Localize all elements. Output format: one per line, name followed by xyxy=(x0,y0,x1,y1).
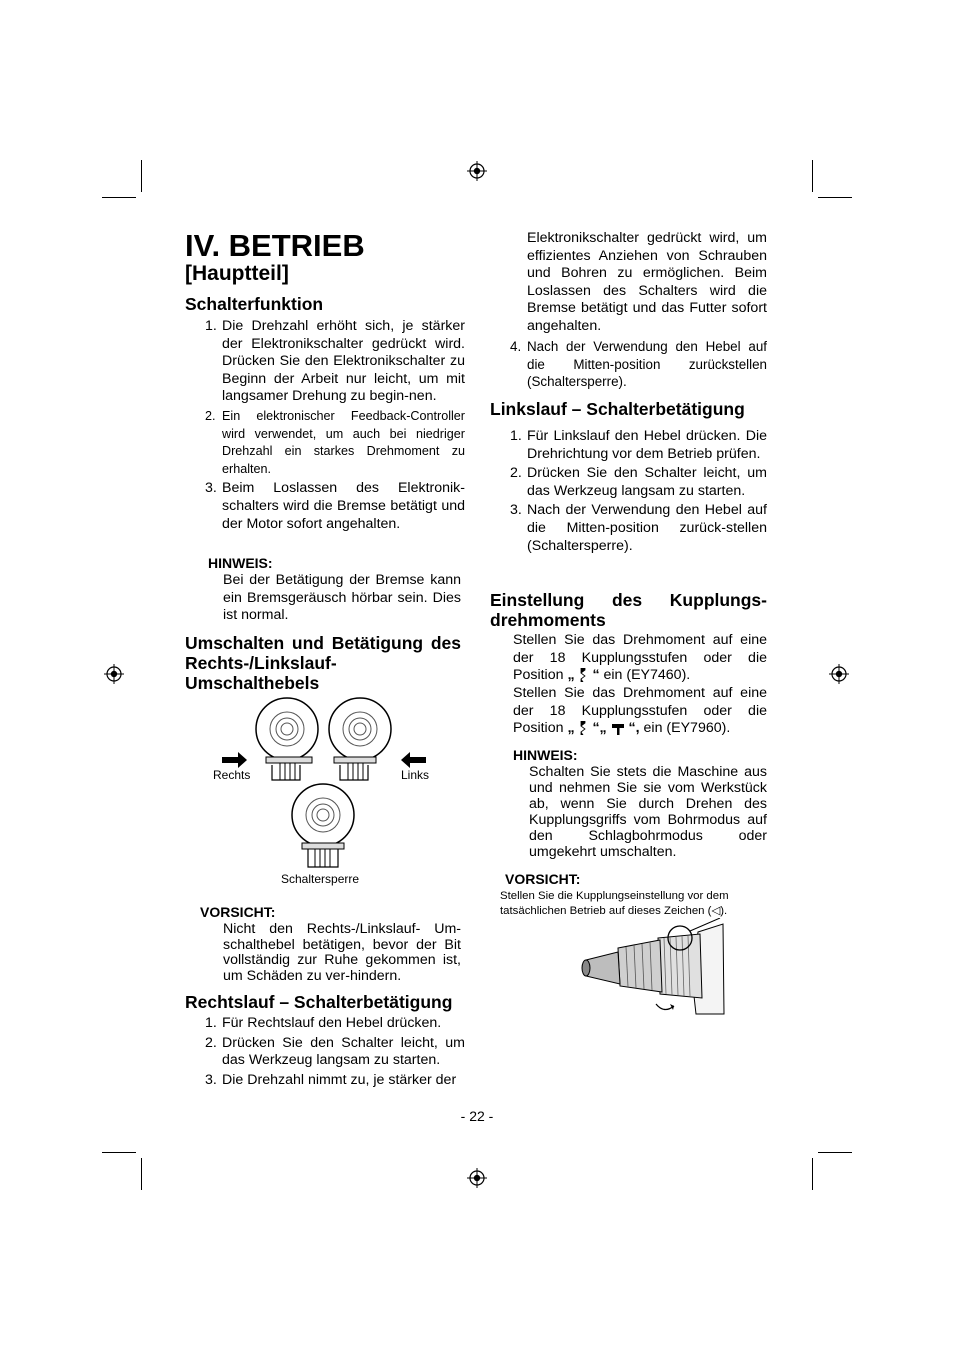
continued-text: Elektronikschalter gedrückt wird, um effizientes Anziehen von Schrauben und Bohren zu ermöglichen. Beim Loslassen des Schalters wird die Bremse betätigt und das Futter sofort angehalten. xyxy=(527,230,767,334)
page-title: IV. BETRIEB xyxy=(185,228,365,263)
arrow-right-icon xyxy=(222,752,247,768)
caution-heading: VORSICHT: xyxy=(200,904,276,920)
clutch-paragraph-1: Stellen Sie das Drehmoment auf eine der 18 Kupplungsstufen oder die Position „ “ ein (EY7460). xyxy=(513,632,767,684)
registration-mark-icon xyxy=(467,161,487,181)
switch-function-list xyxy=(185,318,465,535)
drill-clutch-illustration xyxy=(578,918,726,1018)
drill-reverse-illustration xyxy=(329,698,391,780)
section-heading-reverse-lever: Umschalten und Betätigung des Rechts-/Linkslauf-Umschalthebels xyxy=(185,633,461,693)
forward-list xyxy=(185,1015,465,1091)
registration-mark-icon xyxy=(467,1168,487,1188)
clutch-paragraph-2: Stellen Sie das Drehmoment auf eine der 18 Kupplungsstufen oder die Position „ “„ “, ein (EY7960). xyxy=(513,685,767,737)
page-subtitle: [Hauptteil] xyxy=(185,262,289,285)
list-item: 2. Drücken Sie den Schalter leicht, um das Werkzeug langsam zu starten. xyxy=(510,465,767,499)
list-item: 3. Die Drehzahl nimmt zu, je stärker der xyxy=(205,1071,457,1088)
drill-mode-icon xyxy=(578,721,588,735)
lever-positions-figure xyxy=(200,695,440,870)
arrow-left-icon xyxy=(401,752,426,768)
page-number: - 22 - xyxy=(460,1108,494,1124)
list-item: 3. Nach der Verwendung den Hebel auf die Mitten-position zurück-stellen (Schaltersperre). xyxy=(510,502,767,554)
section-heading-reverse: Linkslauf – Schalterbetätigung xyxy=(490,399,745,419)
list-item: 2. Ein elektronischer Feedback-Controller wird verwendet, um auch bei niedriger Drehzahl ein starkes Drehmoment zu erhalten. xyxy=(205,408,465,476)
item-four-list xyxy=(490,338,767,393)
list-item: 4. Nach der Verwendung den Hebel auf die Mitten-position zurückstellen (Schaltersperre). xyxy=(510,339,767,390)
crop-mark xyxy=(102,1152,136,1153)
caution-heading: VORSICHT: xyxy=(505,871,581,887)
drill-lock-illustration xyxy=(292,784,354,867)
crop-mark xyxy=(818,197,852,198)
crop-mark xyxy=(812,160,813,192)
list-item: 1. Die Drehzahl erhöht sich, je stärker der Elektronikschalter gedrückt wird. Drücken Sie den Elektronikschalter zu Beginn der Arbeit nur leicht, um mit langsamer Drehung zu begin-nen. xyxy=(205,318,465,405)
list-item: 1. Für Linkslauf den Hebel drücken. Die Drehrichtung vor dem Betrieb prüfen. xyxy=(510,428,767,462)
figure-label-left: Links xyxy=(401,768,430,782)
crop-mark xyxy=(102,197,136,198)
figure-label-lock: Schaltersperre xyxy=(281,872,360,886)
drill-forward-illustration xyxy=(256,698,318,780)
note-heading: HINWEIS: xyxy=(208,555,273,571)
note-text: Schalten Sie stets die Maschine aus und nehmen Sie sie vom Werkstück ab, wenn Sie durch Drehen des Kupplungsgriffs vom Bohrmodus auf den Schlagbohrmodus oder umgekehrt umschalten. xyxy=(529,764,767,860)
figure-label-right: Rechts xyxy=(213,768,251,782)
section-heading-clutch: Einstellung des Kupplungs- drehmoments xyxy=(490,590,767,630)
list-item: 1. Für Rechtslauf den Hebel drücken. xyxy=(205,1015,442,1031)
caution-text: Nicht den Rechts-/Linkslauf- Um-schalthebel betätigen, bevor der Bit vollständig zur Ruhe gekommen ist, um Schäden zu ver-hindern. xyxy=(223,921,461,984)
section-heading-switch-function: Schalterfunktion xyxy=(185,294,324,314)
crop-mark xyxy=(818,1152,852,1153)
crop-mark xyxy=(141,160,142,192)
section-heading-forward: Rechtslauf – Schalterbetätigung xyxy=(185,992,453,1012)
list-item: 3. Beim Loslassen des Elektronik-schalters wird die Bremse betätigt und der Motor sofort angehalten. xyxy=(205,480,465,532)
drill-mode-icon xyxy=(578,668,588,682)
reverse-list xyxy=(490,428,767,557)
list-item: 2. Drücken Sie den Schalter leicht, um das Werkzeug langsam zu starten. xyxy=(205,1034,465,1069)
note-text: Bei der Betätigung der Bremse kann ein Bremsgeräusch hörbar sein. Dies ist normal. xyxy=(223,572,461,624)
registration-mark-icon xyxy=(829,664,849,684)
note-heading: HINWEIS: xyxy=(513,747,578,763)
registration-mark-icon xyxy=(104,664,124,684)
crop-mark xyxy=(141,1158,142,1190)
crop-mark xyxy=(812,1158,813,1190)
hammer-mode-icon xyxy=(611,721,625,735)
caution-text: Stellen Sie die Kupplungseinstellung vor dem tatsächlichen Betrieb auf dieses Zeichen (◁). xyxy=(500,890,729,918)
